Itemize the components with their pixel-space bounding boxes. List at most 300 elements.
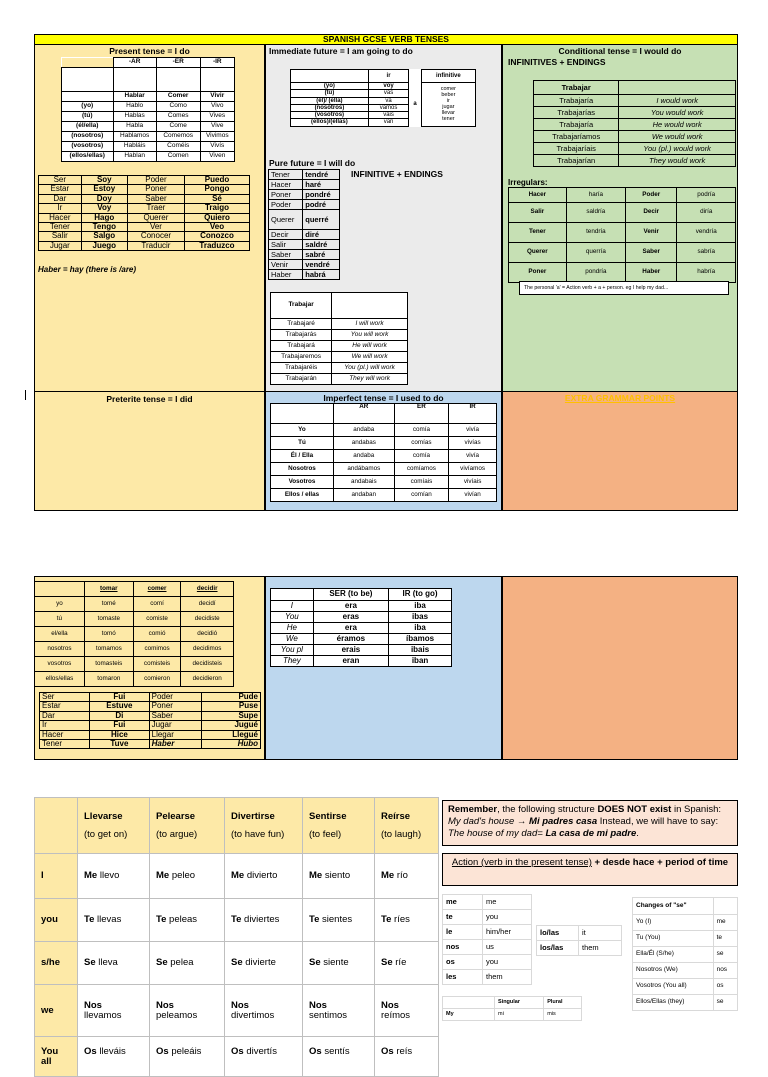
- form: Hablas: [113, 112, 156, 122]
- verb-form: siento: [324, 870, 351, 882]
- conjugation: [150, 942, 225, 985]
- translation: I will work: [332, 319, 408, 330]
- table-row: [271, 623, 452, 634]
- conjugation: [78, 899, 150, 942]
- form: comíamos: [394, 463, 449, 476]
- form: Comes: [156, 112, 200, 122]
- table-row: [35, 985, 439, 1037]
- verb: Salir: [509, 203, 567, 223]
- table-row: [271, 489, 497, 502]
- verb: Haber: [149, 739, 202, 748]
- verb: Saber: [149, 711, 202, 720]
- meaning: us: [483, 940, 532, 955]
- form: Habláis: [113, 142, 156, 152]
- form: Puse: [202, 702, 261, 711]
- verb: Poder: [269, 200, 303, 210]
- subject: Tu (You): [633, 931, 714, 947]
- form: Vivimos: [200, 132, 234, 142]
- pronoun: (él/ella): [62, 122, 114, 132]
- form: andábamos: [333, 463, 394, 476]
- form: podría: [677, 188, 736, 203]
- reflexive-pronoun: Te: [381, 914, 392, 926]
- table-row: [443, 940, 532, 955]
- form: tendría: [566, 223, 625, 243]
- form: Salgo: [81, 232, 127, 241]
- reflexive-pronoun: Te: [156, 914, 167, 926]
- conjugation: [375, 1037, 439, 1077]
- imperfect-table: [270, 403, 497, 502]
- reflexive-pronoun: Me: [381, 870, 395, 882]
- verb: Decir: [269, 230, 303, 240]
- conditional-irregular-table: [508, 187, 736, 283]
- verb-form: lleva: [98, 957, 118, 969]
- verb: Ver: [127, 222, 184, 231]
- reflexive-pronoun: Nos: [156, 999, 174, 1011]
- table-row: [633, 995, 738, 1011]
- table-row: [633, 963, 738, 979]
- verb-form: peleo: [171, 870, 196, 882]
- verb: Hacer: [509, 188, 567, 203]
- reflexive-pronoun: Me: [309, 870, 323, 882]
- conditional-table: [533, 80, 736, 167]
- translation: You will work: [332, 330, 408, 341]
- translation: You (pl.) would work: [619, 143, 736, 155]
- table-row: [443, 925, 532, 940]
- table-row: [509, 263, 736, 283]
- conjugation: [303, 1037, 375, 1077]
- form: vivíamos: [449, 463, 497, 476]
- trabajar-header: Trabajar: [271, 293, 332, 319]
- verb: Dar: [39, 194, 82, 203]
- note-text: .: [636, 827, 639, 839]
- conjugation: [375, 985, 439, 1037]
- form: Come: [156, 122, 200, 132]
- reflexive-pronoun: Os: [381, 1046, 394, 1057]
- pronoun: se: [713, 947, 737, 963]
- reflexive-pronoun: Se: [84, 957, 96, 969]
- pure-future-title: Pure future = I will do: [269, 158, 356, 168]
- table-row: [35, 672, 234, 687]
- verb-gloss: (to feel): [309, 828, 342, 840]
- table-row: [62, 152, 235, 162]
- header-er: ER: [394, 404, 449, 424]
- form: Voy: [81, 204, 127, 213]
- table-row: [40, 721, 261, 730]
- form: Vives: [200, 112, 234, 122]
- form: pondría: [566, 263, 625, 283]
- table-row: [271, 463, 497, 476]
- form: comíais: [394, 476, 449, 489]
- reflexive-pronoun: Se: [156, 957, 168, 969]
- table-row: [534, 143, 736, 155]
- pronoun: (yo): [62, 102, 114, 112]
- table-row: [271, 352, 408, 363]
- form: Juego: [81, 241, 127, 250]
- form: decidí: [181, 597, 234, 612]
- form: Pude: [202, 693, 261, 702]
- pronoun: (él)/ (ella): [291, 97, 369, 104]
- verb: Ir: [40, 721, 90, 730]
- form: Trabajaría: [534, 119, 619, 131]
- pronoun: (vosotros): [62, 142, 114, 152]
- infinitive-vivir: Vivir: [200, 92, 234, 102]
- form: era: [313, 601, 388, 612]
- verb-form: siente: [323, 957, 349, 969]
- translation: I would work: [619, 95, 736, 107]
- form: comían: [394, 489, 449, 502]
- imperfect-title: Imperfect tense = I used to do: [323, 393, 444, 403]
- present-irregular-table: [38, 175, 250, 251]
- verb: Poner: [149, 702, 202, 711]
- form: habrá: [303, 270, 340, 280]
- table-row: [269, 190, 340, 200]
- form: Coméis: [156, 142, 200, 152]
- infinitive: tener: [442, 116, 455, 123]
- verb: Decir: [626, 203, 677, 223]
- conjugation: [150, 1037, 225, 1077]
- pronoun: we: [35, 985, 78, 1037]
- table-row: [271, 634, 452, 645]
- verb: Jugar: [149, 721, 202, 730]
- reflexive-pronoun: Te: [231, 914, 242, 926]
- form: Trabajaré: [271, 319, 332, 330]
- table-row: [40, 702, 261, 711]
- verb: Haber: [626, 263, 677, 283]
- table-row: [35, 854, 439, 899]
- a-preposition: a: [413, 101, 417, 108]
- form: haría: [566, 188, 625, 203]
- table-row: [271, 330, 408, 341]
- form: Trabajaréis: [271, 363, 332, 374]
- table-row: [62, 132, 235, 142]
- form: vivía: [449, 424, 497, 437]
- form: Tengo: [81, 222, 127, 231]
- form: comieron: [133, 672, 181, 687]
- infinitive: llevar: [441, 110, 455, 117]
- object-pronoun-table: [442, 894, 532, 985]
- pronoun: me: [443, 895, 483, 910]
- conjugation: [78, 942, 150, 985]
- form: andabas: [333, 437, 394, 450]
- table-row: [443, 895, 532, 910]
- form: eran: [313, 656, 388, 667]
- pronoun: nos: [713, 963, 737, 979]
- conditional-tense-panel: [502, 44, 738, 392]
- meaning: him/her: [483, 925, 532, 940]
- form: erais: [313, 645, 388, 656]
- conjugation: [225, 899, 303, 942]
- table-row: [35, 1037, 439, 1077]
- table-row: [509, 203, 736, 223]
- verb: Haber: [269, 270, 303, 280]
- form: Puedo: [184, 176, 249, 185]
- table-row: [271, 341, 408, 352]
- verb: Hacer: [269, 180, 303, 190]
- table-row: [633, 947, 738, 963]
- preterite-title: Preterite tense = I did: [106, 394, 193, 404]
- verb-gloss: (to get on): [84, 828, 128, 840]
- form: Estuve: [90, 702, 149, 711]
- verb: Traer: [127, 204, 184, 213]
- verb-form: diviertes: [244, 914, 280, 926]
- table-row: [509, 243, 736, 263]
- form: tomamos: [84, 642, 133, 657]
- present-tense-title: Present tense = I do: [109, 46, 190, 56]
- pronoun: le: [443, 925, 483, 940]
- form: Estoy: [81, 185, 127, 194]
- form: vivía: [449, 450, 497, 463]
- ir-form: vais: [368, 112, 409, 119]
- conjugation: [225, 854, 303, 899]
- conjugation: [303, 899, 375, 942]
- verb-header: [303, 798, 375, 854]
- reflexive-pronoun: Se: [381, 957, 393, 969]
- form: Vivo: [200, 102, 234, 112]
- verb: Querer: [509, 243, 567, 263]
- conjugation: [303, 854, 375, 899]
- reflexive-pronoun: Nos: [84, 999, 102, 1011]
- translation: We will work: [332, 352, 408, 363]
- ser-ir-imperfect-panel: [265, 576, 502, 760]
- subject: Ellos/Ellas (they): [633, 995, 714, 1011]
- subject: Nosotros (We): [633, 963, 714, 979]
- header-ir: IR: [449, 404, 497, 424]
- preterite-conjugation-panel: [34, 576, 265, 760]
- pronoun: (nosotros): [291, 104, 369, 111]
- verb-header: [375, 798, 439, 854]
- pronoun: Vosotros: [271, 476, 334, 489]
- arrow-icon: →: [514, 815, 530, 827]
- table-row: [271, 437, 497, 450]
- conjugation: [225, 1037, 303, 1077]
- pronoun: Ellos / ellas: [271, 489, 334, 502]
- pronoun: te: [713, 931, 737, 947]
- form: éramos: [313, 634, 388, 645]
- note-text: Instead, we will have to say:: [597, 815, 719, 827]
- translation: They will work: [332, 374, 408, 385]
- infinitive-header: infinitive: [421, 70, 475, 83]
- pronoun: (vosotros): [291, 112, 369, 119]
- form: iban: [389, 656, 452, 667]
- table-row: [443, 910, 532, 925]
- form: comió: [133, 627, 181, 642]
- possessive-table: [442, 996, 582, 1021]
- reflexive-verbs-table: [34, 797, 439, 1077]
- table-row: [269, 230, 340, 240]
- sheet-title: SPANISH GCSE VERB TENSES: [34, 34, 738, 45]
- conjugation: [78, 1037, 150, 1077]
- pronoun: se: [713, 995, 737, 1011]
- table-row: [35, 642, 234, 657]
- form: ibais: [389, 645, 452, 656]
- verb-form: peleáis: [171, 1046, 202, 1057]
- verb: Estar: [40, 702, 90, 711]
- form: vivían: [449, 489, 497, 502]
- form: Hubo: [202, 739, 261, 748]
- verb-form: pelea: [170, 957, 194, 969]
- verb: Salir: [269, 240, 303, 250]
- note-text: , the following structure: [497, 804, 598, 815]
- verb: Poner: [269, 190, 303, 200]
- irregulars-label: Irregulars:: [508, 178, 548, 187]
- table-row: [62, 112, 235, 122]
- verb-form: divierto: [246, 870, 278, 882]
- pronoun: te: [443, 910, 483, 925]
- immediate-future-table: [290, 69, 476, 127]
- ir-form: vas: [368, 90, 409, 97]
- form: podré: [303, 200, 340, 210]
- table-row: [269, 210, 340, 230]
- table-row: [537, 926, 622, 941]
- form: iba: [389, 601, 452, 612]
- form: tomaron: [84, 672, 133, 687]
- header-decidir: decidir: [181, 582, 234, 597]
- form: Tuve: [90, 739, 149, 748]
- header-ar: AR: [333, 404, 394, 424]
- extra-grammar-panel: [502, 391, 738, 511]
- header-er: -ER: [156, 58, 200, 68]
- infinitive: jugar: [442, 104, 455, 111]
- verb-form: reímos: [381, 1009, 411, 1021]
- form: Fui: [90, 693, 149, 702]
- pronoun: os: [443, 955, 483, 970]
- form: iba: [389, 623, 452, 634]
- pronoun: (tú): [62, 112, 114, 122]
- note-text: in Spanish:: [671, 804, 722, 815]
- verb-header: [78, 798, 150, 854]
- table-row: [35, 612, 234, 627]
- form: tomasteis: [84, 657, 133, 672]
- pronoun: They: [271, 656, 314, 667]
- se-changes-table: [632, 897, 738, 1011]
- pronoun: He: [271, 623, 314, 634]
- reflexive-pronoun: Nos: [231, 999, 249, 1011]
- table-row: [271, 319, 408, 330]
- verb-form: sentimos: [309, 1009, 348, 1021]
- form: habría: [677, 263, 736, 283]
- verb: Venir: [626, 223, 677, 243]
- table-row: [35, 899, 439, 942]
- table-row: [443, 970, 532, 985]
- form: comimos: [133, 642, 181, 657]
- reflexive-pronoun: Te: [309, 914, 320, 926]
- conjugation: [150, 899, 225, 942]
- form: Trabajarías: [534, 107, 619, 119]
- pronoun: We: [271, 634, 314, 645]
- verb-gloss: (to laugh): [381, 828, 422, 840]
- conjugation: [225, 942, 303, 985]
- table-row: [40, 730, 261, 739]
- header-ser: SER (to be): [313, 589, 388, 601]
- form: tomaste: [84, 612, 133, 627]
- header-tomar: tomar: [84, 582, 133, 597]
- conjugation: [303, 985, 375, 1037]
- remember-note: [442, 800, 738, 846]
- ir-form: va: [368, 97, 409, 104]
- pronoun: I: [271, 601, 314, 612]
- header-ir: -IR: [200, 58, 234, 68]
- pronoun: Yo: [271, 424, 334, 437]
- form: comiste: [133, 612, 181, 627]
- pronoun: les: [443, 970, 483, 985]
- pronoun: s/he: [35, 942, 78, 985]
- verb: Poder: [149, 693, 202, 702]
- form: Vivís: [200, 142, 234, 152]
- verb-form: divertimos: [231, 1009, 275, 1021]
- verb-form: divierte: [245, 957, 276, 969]
- form: Hice: [90, 730, 149, 739]
- meaning: you: [483, 955, 532, 970]
- form: Trabajaríais: [534, 143, 619, 155]
- form: mis: [544, 1009, 582, 1021]
- reflexive-pronoun: Se: [231, 957, 243, 969]
- verb: Ir: [39, 204, 82, 213]
- form: sabría: [677, 243, 736, 263]
- table-row: [269, 250, 340, 260]
- translation: He would work: [619, 119, 736, 131]
- form: Di: [90, 711, 149, 720]
- form: diré: [303, 230, 340, 240]
- form: tendré: [303, 170, 340, 180]
- verb-header: [150, 798, 225, 854]
- table-row: [271, 363, 408, 374]
- reflexive-pronoun: Me: [156, 870, 170, 882]
- imperfect-panel: [265, 391, 502, 511]
- conjugation: [78, 985, 150, 1037]
- reflexive-pronoun: Os: [84, 1046, 97, 1057]
- table-row: [35, 942, 439, 985]
- table-row: [35, 597, 234, 612]
- form: vendría: [677, 223, 736, 243]
- verb-form: sentís: [324, 1046, 350, 1057]
- verb-name: Pelearse: [156, 810, 196, 822]
- form: Conozco: [184, 232, 249, 241]
- verb: Querer: [269, 210, 303, 230]
- future-tense-panel: [265, 44, 502, 392]
- form: Jugué: [202, 721, 261, 730]
- note-example: My dad's house: [448, 815, 515, 827]
- se-changes-title: Changes of "se": [633, 898, 714, 915]
- form: querría: [566, 243, 625, 263]
- table-row: [269, 260, 340, 270]
- table-row: [62, 142, 235, 152]
- form: comía: [394, 450, 449, 463]
- form: mi: [495, 1009, 544, 1021]
- form: decidieron: [181, 672, 234, 687]
- form: diría: [677, 203, 736, 223]
- verb: Saber: [626, 243, 677, 263]
- header-comer: comer: [133, 582, 181, 597]
- conjugation: [225, 985, 303, 1037]
- infinitive-hablar: Hablar: [113, 92, 156, 102]
- form: Sé: [184, 194, 249, 203]
- form: decidisteis: [181, 657, 234, 672]
- conjugation: [150, 985, 225, 1037]
- pronoun: (ellos/ellas): [62, 152, 114, 162]
- ir-header: ir: [368, 70, 409, 83]
- verb-name: Reírse: [381, 810, 411, 822]
- verb: Venir: [269, 260, 303, 270]
- meaning: me: [483, 895, 532, 910]
- present-tense-panel: [34, 44, 265, 392]
- verb: Poder: [127, 176, 184, 185]
- table-row: [269, 200, 340, 210]
- trabajar-future-table: [270, 292, 408, 385]
- form: íbamos: [389, 634, 452, 645]
- form: andabais: [333, 476, 394, 489]
- form: sabré: [303, 250, 340, 260]
- form: Hablamos: [113, 132, 156, 142]
